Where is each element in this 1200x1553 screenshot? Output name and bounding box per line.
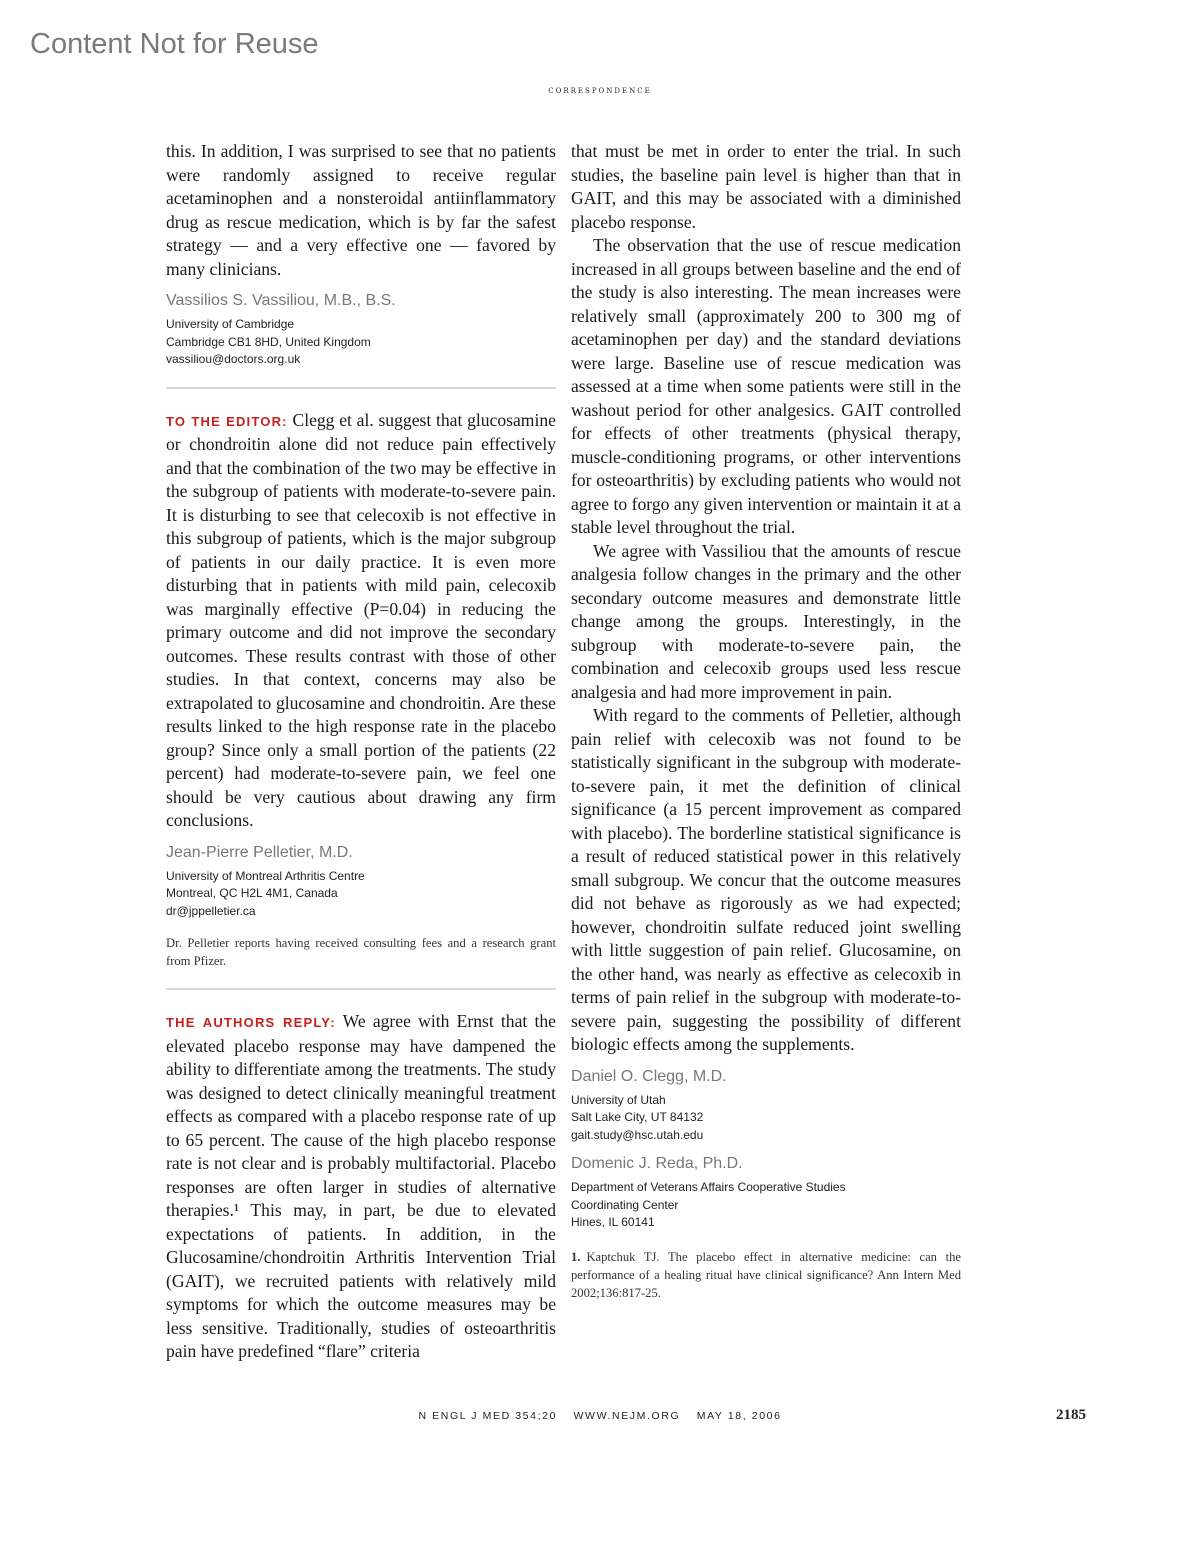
affiliation-line: Montreal, QC H2L 4M1, Canada [166,886,338,900]
signature-name: Vassilios S. Vassiliou, M.B., B.S. [166,292,396,309]
email-line: dr@jppelletier.ca [166,903,256,918]
issue-date: MAY 18, 2006 [696,1410,782,1422]
running-head: correspondence [548,84,652,96]
journal-citation: N ENGL J MED 354;20 [418,1410,558,1422]
reply-paragraph: We agree with Vassiliou that the amounts of rescue analgesia follow changes in the primary and the other secondary outcome measures and demonstrate little change among the groups. Interestingly, in the subgroup with moderate-to-severe pain, the combination and celecoxib groups used less rescue analgesia and had more improvement in pain. [571,540,961,702]
continued-paragraph: this. In addition, I was surprised to see that no patients were randomly assigned to receive regular acetaminophen and a nonsteroidal antiinflammatory drug as rescue medication, which is by far the safest strategy — and a very effective one — favored by many clinicians. [166,141,556,279]
affiliation-line: University of Cambridge [166,317,295,331]
reply-paragraph [166,1010,556,1364]
signature-affiliation [166,316,556,369]
reply-paragraph: that must be met in order to enter the trial. In such studies, the baseline pain level is higher than that in GAIT, and this may be associated with a diminished placebo response. [571,141,961,232]
affiliation-line: Coordinating Center [571,1197,679,1212]
section-divider [166,988,556,990]
affiliation-line: University of Montreal Arthritis Centre [166,868,365,883]
email-line: gait.study@hsc.utah.edu [571,1127,704,1142]
section-divider [166,387,556,389]
page-footer [0,1410,1200,1422]
affiliation-line: Cambridge CB1 8HD, United Kingdom [166,334,371,349]
reply-text: We agree with Ernst that the elevated placebo response may have dampened the ability to differentiate among the treatments. The study was designed to detect clinically meaningful treatment effects as compared with a placebo response rate of up to 65 percent. The cause of the high placebo response rate is not clear and is probably multifactorial. Placebo responses are often larger in studies of alternative therapies.¹ This may, in part, be due to elevated expectations of patients. In addition, in the Glucosamine/chondroitin Arthritis Intervention Trial (GAIT), we recruited patients with relatively mild symptoms for which the outcome measures may be less sensitive. Traditionally, studies of osteoarthritis pain have predefined “flare” criteria [166,1011,556,1361]
affiliation-line: Salt Lake City, UT 84132 [571,1110,704,1124]
email-line: vassiliou@doctors.org.uk [166,352,301,366]
right-column [571,140,961,1302]
reply-paragraph: With regard to the comments of Pelletier, although pain relief with celecoxib was not found to be statistically significant in the subgroup with moderate-to-severe pain, it met the definition of clinical significance (a 15 percent improvement as compared with placebo). The borderline statistical significance is a result of reduced statistical power in this relatively small subgroup. We concur that the outcome measures did not behave as rigorously as we had expected; however, chondroitin sulfate reduced joint swelling with little suggestion of pain relief. Glucosamine, on the other hand, was nearly as effective as celecoxib in terms of pain relief in the subgroup with moderate-to-severe pain, suggesting the possibility of different biologic effects among the supplements. [571,705,961,1054]
letter-label: TO THE EDITOR: [166,413,288,429]
letter-paragraph [166,409,556,833]
signature-name: Jean-Pierre Pelletier, M.D. [166,843,353,861]
signature-affiliation [571,1092,961,1145]
journal-website: WWW.NEJM.ORG [573,1410,681,1422]
reference-text: Kaptchuk TJ. The placebo effect in alternative medicine: can the performance of a healing ritual have clinical significance? Ann Intern Med 2002;136:817-25. [571,1249,961,1300]
reference-number: 1. [571,1249,581,1264]
disclosure-note: Dr. Pelletier reports having received consulting fees and a research grant from Pfizer. [166,936,556,968]
affiliation-line: Hines, IL 60141 [571,1215,655,1229]
signature-name: Daniel O. Clegg, M.D. [571,1067,727,1085]
signature-affiliation [571,1179,961,1232]
page-number: 2185 [1056,1407,1086,1423]
affiliation-line: University of Utah [571,1092,666,1107]
left-column [166,140,556,1364]
reference-entry [571,1248,961,1302]
signature-affiliation [166,868,556,921]
watermark: Content Not for Reuse [30,28,319,60]
reply-label: THE AUTHORS REPLY: [166,1015,336,1030]
signature-name: Domenic J. Reda, Ph.D. [571,1155,743,1172]
affiliation-line: Department of Veterans Affairs Cooperative Studies [571,1180,846,1194]
letter-text: Clegg et al. suggest that glucosamine or chondroitin alone did not reduce pain effectively and that the combination of the two may be effective in the subgroup of patients with moderate-to-severe pain. It is disturbing to see that celecoxib is not effective in this subgroup of patients, which is the major subgroup of patients in our daily practice. It is even more disturbing that in patients with mild pain, celecoxib was marginally effective (P=0.04) in reducing the primary outcome and did not improve the secondary outcomes. These results contrast with those of other studies. In that context, concerns may also be extrapolated to glucosamine and chondroitin. Are these results linked to the high response rate in the placebo group? Since only a small portion of the patients (22 percent) had moderate-to-severe pain, we feel one should be very cautious about drawing any firm conclusions. [166,409,556,830]
reply-paragraph: The observation that the use of rescue medication increased in all groups between baseline and the end of the study is also interesting. The mean increases were relatively small (approximately 200 to 300 mg of acetaminophen per day) and the standard deviations were large. Baseline use of rescue medication was assessed at a time when some patients were still in the washout period for other analgesics. GAIT controlled for effects of other treatments (physical therapy, muscle-conditioning programs, or other interventions for osteoarthritis) by excluding patients who would not agree to forgo any given intervention or maintain it at a stable level throughout the trial. [571,235,961,537]
